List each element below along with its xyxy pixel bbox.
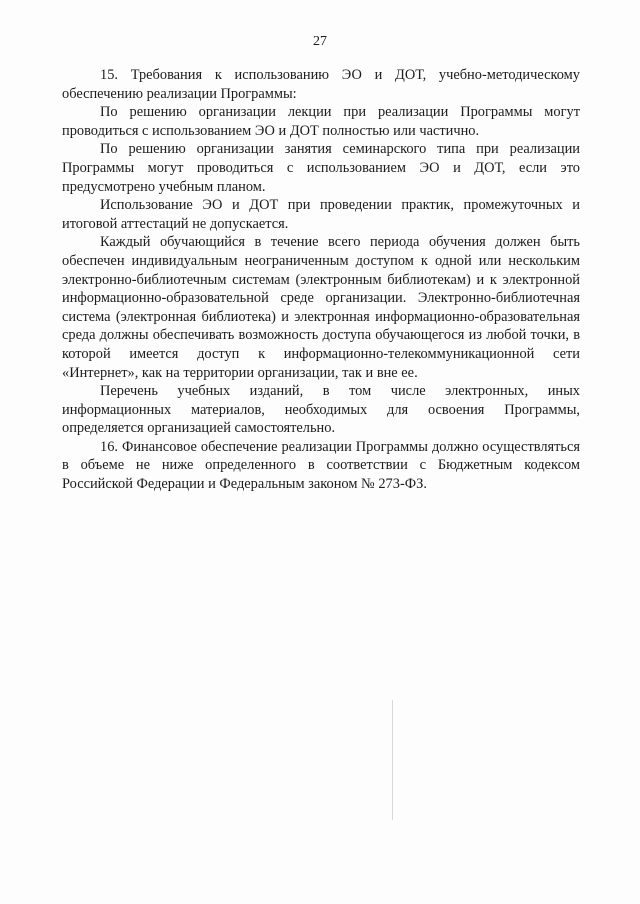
document-body [62,66,580,494]
page-number: 27 [313,34,327,49]
scan-artifact-line [392,700,393,820]
paragraph-library-access: Каждый обучающийся в течение всего периода обучения должен быть обеспечен индивидуальным неограниченным доступом к одной или нескольким электронно-библиотечным системам (электронным библиотекам) и к электронной информационно-образовательной среде организации. Электронно-библиотечная система (электронная библиотека) и электронная информационно-образовательная среда должны обеспечивать возможность доступа обучающегося из любой точки, в которой имеется доступ к информационно-телекоммуникационной сети «Интернет», как на территории организации, так и вне ее. [62,234,580,381]
paragraph-lectures: По решению организации лекции при реализации Программы могут проводиться с использованием ЭО и ДОТ полностью или частично. [62,104,580,139]
paragraph-16-financing: 16. Финансовое обеспечение реализации Программы должно осуществляться в объеме не ниже определенного в соответствии с Бюджетным кодексом Российской Федерации и Федеральным законом № 273-ФЗ. [62,438,580,493]
paragraph-practices: Использование ЭО и ДОТ при проведении практик, промежуточных и итоговой аттестаций не допускается. [62,197,580,232]
paragraph-materials-list: Перечень учебных изданий, в том числе электронных, иных информационных материалов, необходимых для освоения Программы, определяется организацией самостоятельно. [62,383,580,437]
paragraph-seminars: По решению организации занятия семинарского типа при реализации Программы могут проводиться с использованием ЭО и ДОТ, если это предусмотрено учебным планом. [62,141,580,195]
paragraph-15-heading: 15. Требования к использованию ЭО и ДОТ, учебно-методическому обеспечению реализации Программы: [62,67,580,102]
